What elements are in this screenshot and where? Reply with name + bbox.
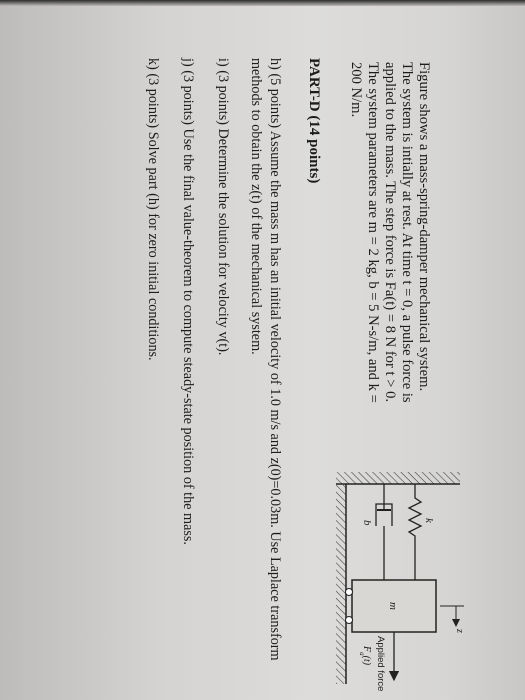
mass-spring-damper-diagram [320,470,470,692]
spring [409,484,421,580]
figure-text-line-5: 200 N/m. [348,62,364,118]
figure-text-line-4: The system parameters are m = 2 kg, b = 5 N-s/m, and k = [365,62,381,403]
spring-label: k [423,518,435,523]
figure-text-line-1: Figure shows a mass-spring-damper mechanical system. [416,62,432,392]
applied-force-label: Applied force [375,636,386,692]
question-h-line-1: h) (5 points) Assume the mass m has an initial velocity of 1.0 m/s and z(0)=0.03m. Use Laplace transform [267,58,283,661]
damper-label: b [361,520,373,526]
position-label: z [454,629,465,633]
applied-force-symbol: $F_a(t)$ [358,646,372,666]
question-h-line-2: methods to obtain the z(t) of the mechanical system. [248,58,264,355]
figure-text-line-3: applied to the mass. The step force is Fa(t) = 8 N for t > 0. [382,62,398,403]
mass-label: m [387,602,399,610]
position-indicator [440,606,464,626]
question-k: k) (3 points) Solve part (h) for zero initial conditions. [145,58,161,361]
question-i: i) (3 points) Determine the solution for velocity v(t). [215,58,231,356]
part-heading: PART-D (14 points) [306,58,322,184]
damper [376,484,392,580]
figure-text-line-2: The system is intially at rest. At time t = 0, a pulse force is [399,62,415,403]
question-j: j) (3 points) Use the final value-theorem to compute steady-state position of the mass. [180,58,196,545]
fixed-wall [336,472,460,484]
ground-surface [336,484,346,684]
